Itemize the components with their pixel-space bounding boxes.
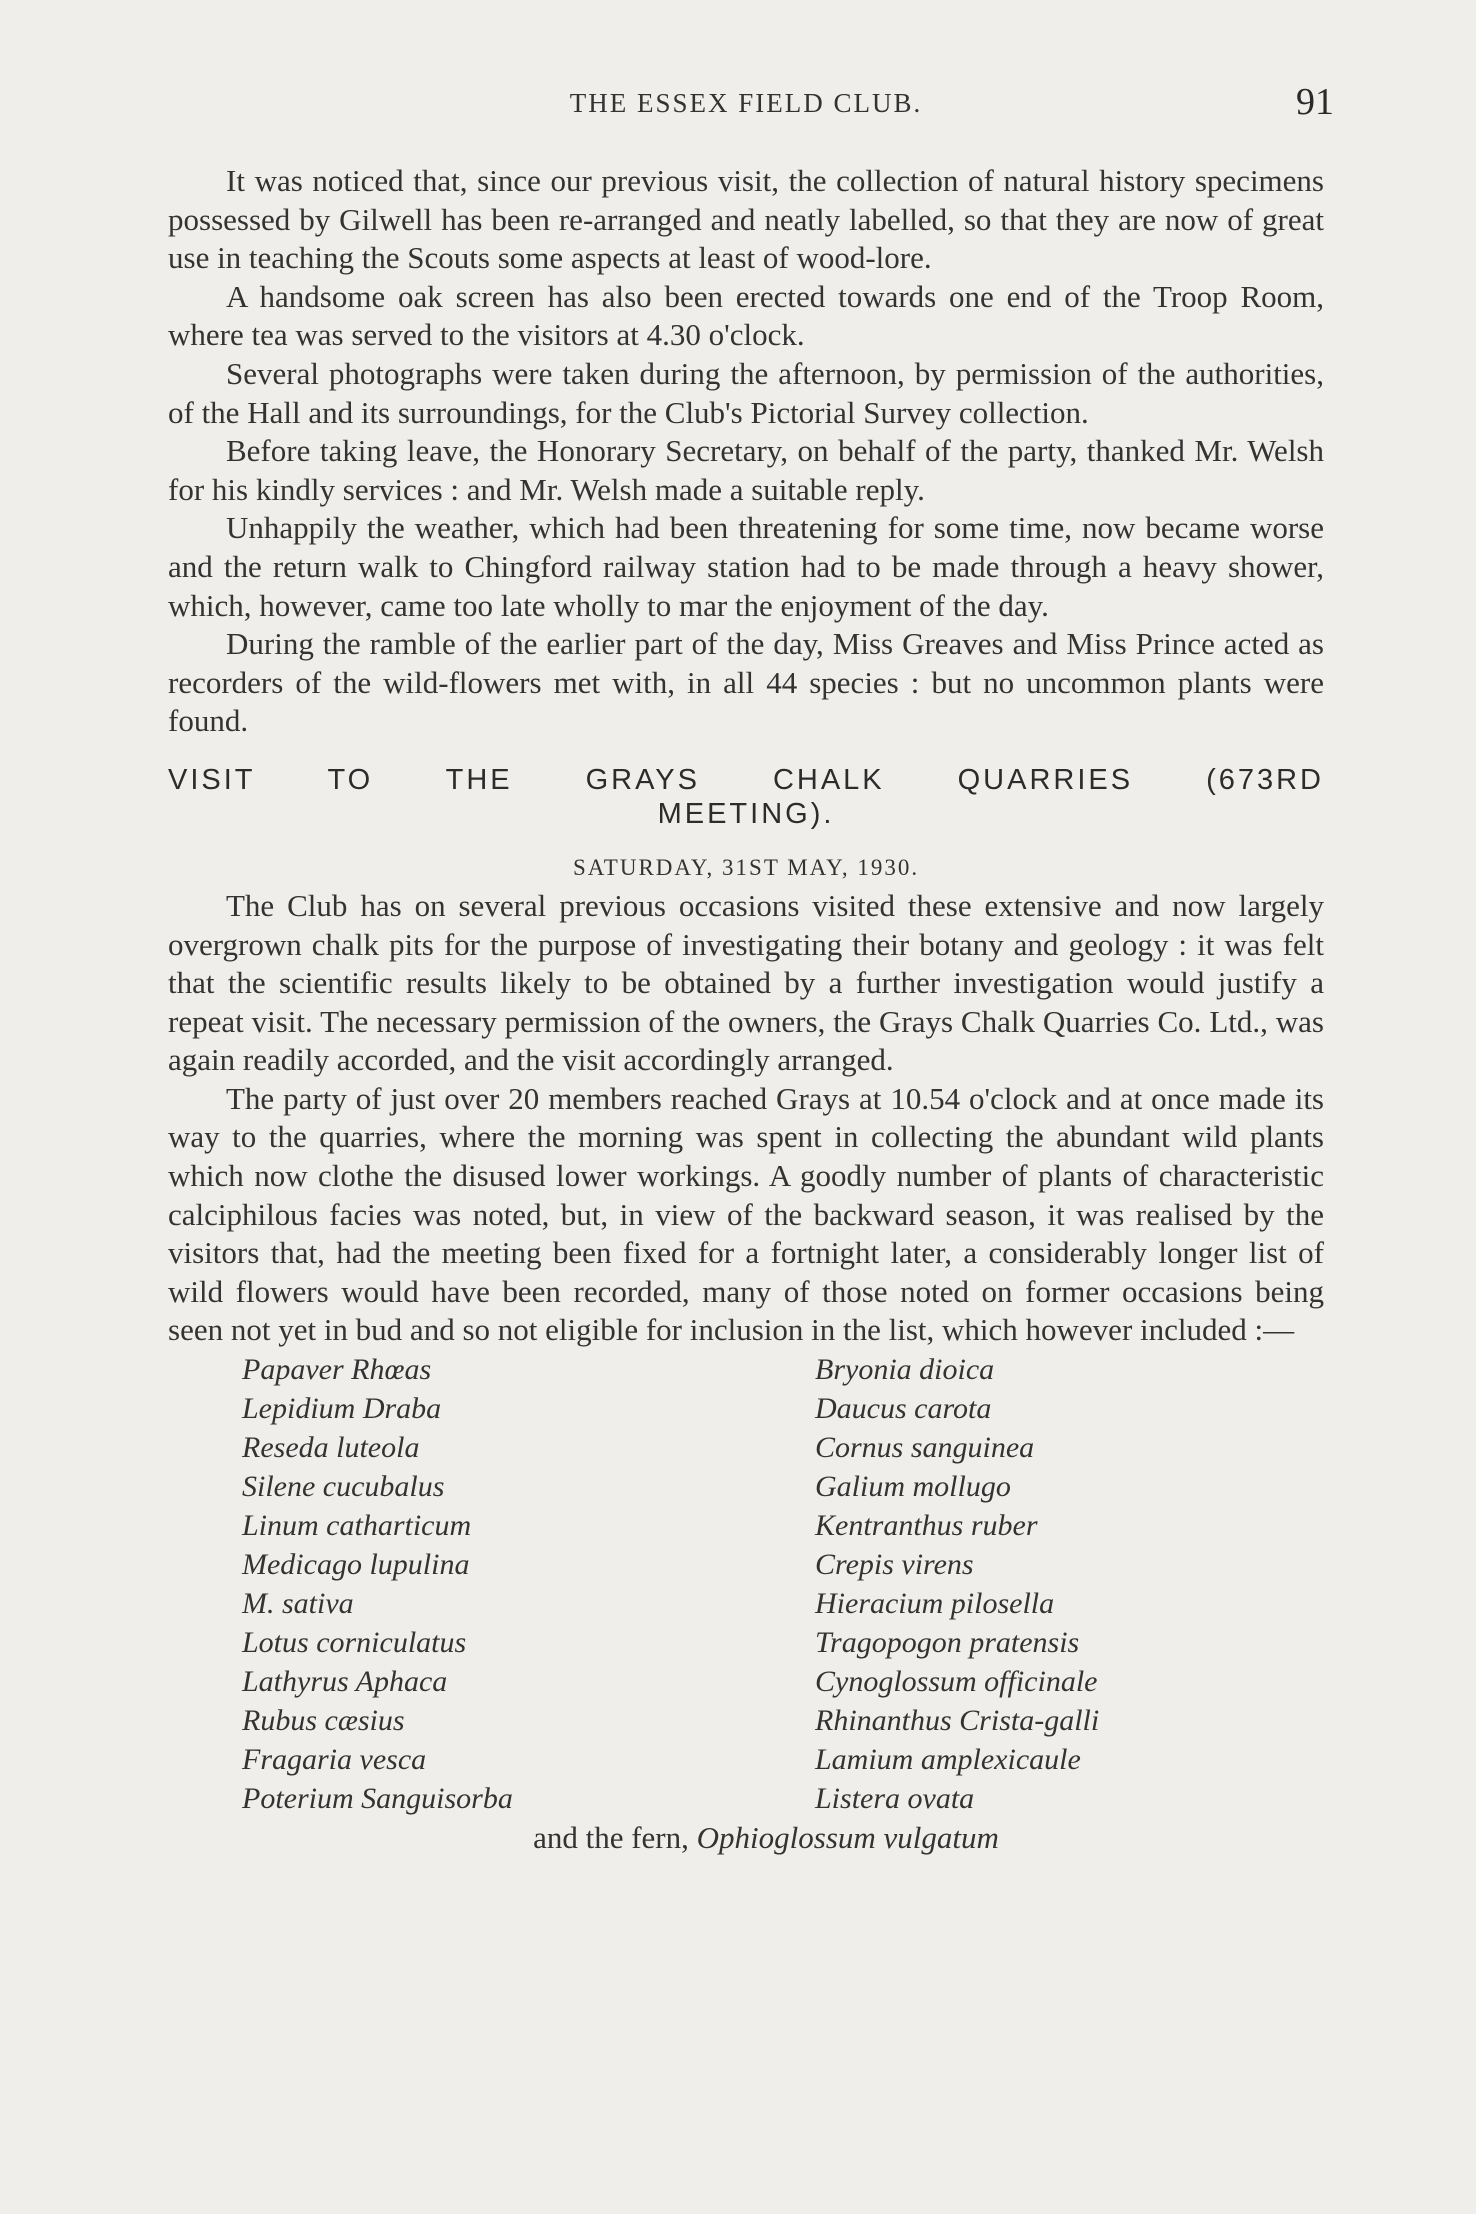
section-heading-line2: MEETING). [657, 797, 835, 830]
species-item: Linum catharticum [242, 1509, 472, 1543]
species-item: Lepidium Draba [242, 1392, 442, 1426]
species-item: Lamium amplexicaule [815, 1743, 1081, 1777]
paragraph: A handsome oak screen has also been erected towards one end of the Troop Room, where tea was served to the visitors at 4.30 o'clock. [168, 278, 1324, 353]
paragraph: The party of just over 20 members reached Grays at 10.54 o'clock and at once made its way to the quarries, where the morning was spent in collecting the abundant wild plants which now clothe the disused lower workings. A goodly number of plants of characteristic calciphilous facies was noted, but, in view of the backward season, it was realised by the visitors that, had the meeting been fixed for a fortnight later, a considerably longer list of wild flowers would have been recorded, many of those noted on former occasions being seen not yet in bud and so not eligible for inclusion in the list, which however included :— [168, 1080, 1324, 1348]
fern-name: Ophioglossum vulgatum [696, 1820, 999, 1856]
section-heading-line1: VISIT TO THE GRAYS CHALK QUARRIES (673RD [168, 763, 1324, 796]
species-item: Galium mollugo [815, 1470, 1011, 1504]
species-list [242, 1350, 1324, 1818]
book-page [168, 80, 1334, 1858]
paragraph: It was noticed that, since our previous visit, the collection of natural history specimens possessed by Gilwell has been re-arranged and neatly labelled, so that they are now of great use in teaching the Scouts some aspects at least of wood-lore. [168, 163, 1324, 276]
species-item: Daucus carota [815, 1392, 992, 1426]
species-item: Cynoglossum officinale [815, 1665, 1098, 1699]
species-item: M. sativa [242, 1587, 354, 1621]
body-text-part1 [168, 162, 1324, 741]
paragraph: The Club has on several previous occasions visited these extensive and now largely overgrown chalk pits for the purpose of investigating their botany and geology : it was felt that the scientific results likely to be obtained by a further investigation would justify a repeat visit. The necessary permission of the owners, the Grays Chalk Quarries Co. Ltd., was again readily accorded, and the visit accordingly arranged. [168, 887, 1324, 1078]
species-item: Kentranthus ruber [815, 1509, 1038, 1543]
species-item: Silene cucubalus [242, 1470, 445, 1504]
species-item: Reseda luteola [242, 1431, 420, 1465]
species-item: Medicago lupulina [242, 1548, 470, 1582]
paragraph: During the ramble of the earlier part of the day, Miss Greaves and Miss Prince acted as recorders of the wild-flowers met with, in all 44 species : but no uncommon plants were found. [168, 626, 1324, 739]
species-item: Cornus sanguinea [815, 1431, 1035, 1465]
section-heading [168, 763, 1324, 831]
species-item: Hieracium pilosella [815, 1587, 1055, 1621]
species-item: Rubus cæsius [242, 1704, 405, 1738]
body-text-part2 [168, 887, 1324, 1350]
species-item: Poterium Sanguisorba [242, 1782, 513, 1816]
species-item: Lotus corniculatus [242, 1626, 467, 1660]
fern-line [208, 1818, 1324, 1858]
species-item: Crepis virens [815, 1548, 974, 1582]
fern-prefix: and the fern, [533, 1820, 697, 1856]
species-item: Lathyrus Aphaca [242, 1665, 448, 1699]
species-item: Listera ovata [815, 1782, 975, 1816]
running-head [168, 80, 1334, 132]
page-number: 91 [1296, 81, 1334, 123]
section-date: SATURDAY, 31ST MAY, 1930. [572, 854, 920, 880]
species-item: Rhinanthus Crista-galli [815, 1704, 1100, 1738]
paragraph: Several photographs were taken during the afternoon, by permission of the authorities, of the Hall and its surroundings, for the Club's Pictorial Survey collection. [168, 355, 1324, 430]
paragraph: Unhappily the weather, which had been threatening for some time, now became worse and the return walk to Chingford railway station had to be made through a heavy shower, which, however, came too late wholly to mar the enjoyment of the day. [168, 510, 1324, 623]
species-item: Bryonia dioica [815, 1353, 995, 1387]
running-title: THE ESSEX FIELD CLUB. [569, 88, 923, 118]
species-item: Papaver Rhœas [242, 1353, 432, 1387]
paragraph: Before taking leave, the Honorary Secretary, on behalf of the party, thanked Mr. Welsh for his kindly services : and Mr. Welsh made a suitable reply. [168, 433, 1324, 507]
species-item: Tragopogon pratensis [815, 1626, 1080, 1660]
species-item: Fragaria vesca [242, 1743, 427, 1777]
